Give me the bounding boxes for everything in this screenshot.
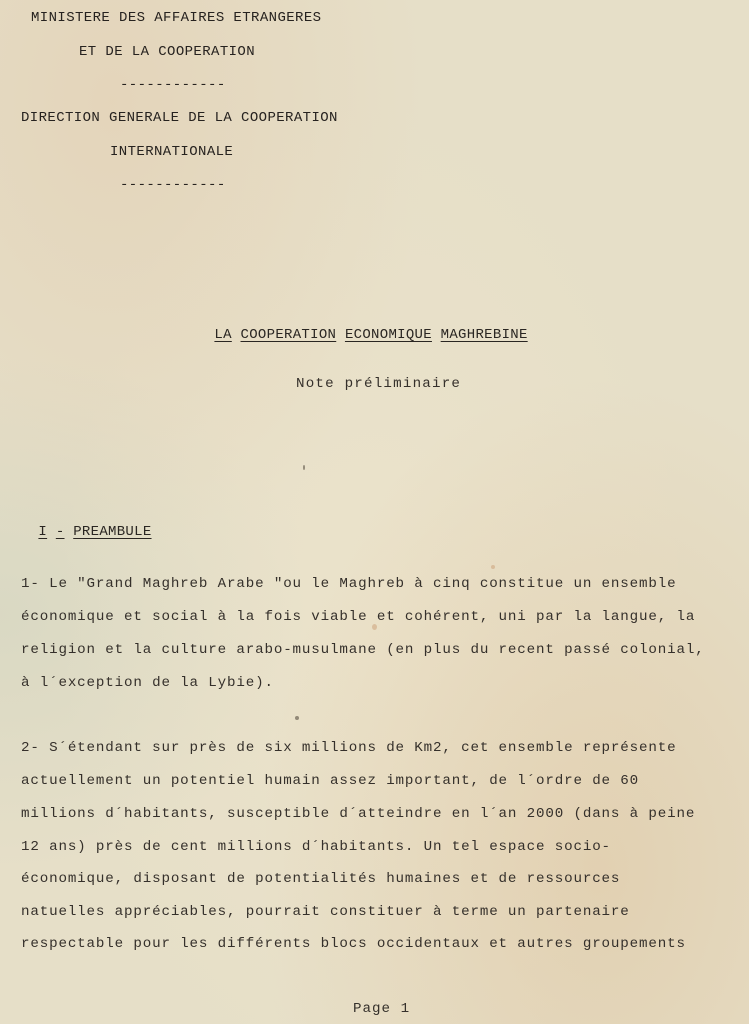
paragraph-line: 1- Le "Grand Maghreb Arabe "ou le Maghreb à cinq constitue un ensemble [21,576,677,592]
title-word: ECONOMIQUE [344,327,432,343]
header-separator: ------------ [120,77,226,93]
ministry-name-line1: MINISTERE DES AFFAIRES ETRANGERES [31,10,322,26]
paper-stain [295,716,299,720]
paragraph-line: natuelles appréciables, pourrait constituer à terme un partenaire [21,904,630,920]
paragraph-line: à l´exception de la Lybie). [21,675,274,691]
paragraph-line: économique, disposant de potentialités humaines et de ressources [21,871,621,887]
paragraph-line: économique et social à la fois viable et cohérent, uni par la langue, la [21,609,696,625]
title-word: MAGHREBINE [440,327,528,343]
section-number: I [38,524,48,540]
section-heading [21,508,152,540]
section-title: PREAMBULE [73,524,152,540]
document-subtitle: Note préliminaire [296,376,462,392]
document-title [197,311,528,343]
paper-stain [491,565,495,569]
paragraph-line: 2- S´étendant sur près de six millions de Km2, cet ensemble représente [21,740,677,756]
page-number: Page 1 [353,1001,411,1017]
paragraph-line: religion et la culture arabo-musulmane (en plus du recent passé colonial, [21,642,705,658]
ministry-name-line2: ET DE LA COOPERATION [79,44,256,60]
paragraph-line: actuellement un potentiel humain assez important, de l´ordre de 60 [21,773,640,789]
title-word: LA [214,327,232,343]
paper-stain [303,465,305,470]
paragraph-line: respectable pour les différents blocs occidentaux et autres groupements [21,936,686,952]
direction-name-line2: INTERNATIONALE [110,144,234,160]
section-dash: - [55,524,65,540]
paragraph-line: millions d´habitants, susceptible d´atteindre en l´an 2000 (dans à peine [21,806,696,822]
header-separator: ------------ [120,177,226,193]
title-word: COOPERATION [240,327,337,343]
direction-name-line1: DIRECTION GENERALE DE LA COOPERATION [21,110,338,126]
paragraph-line: 12 ans) près de cent millions d´habitants. Un tel espace socio- [21,839,611,855]
